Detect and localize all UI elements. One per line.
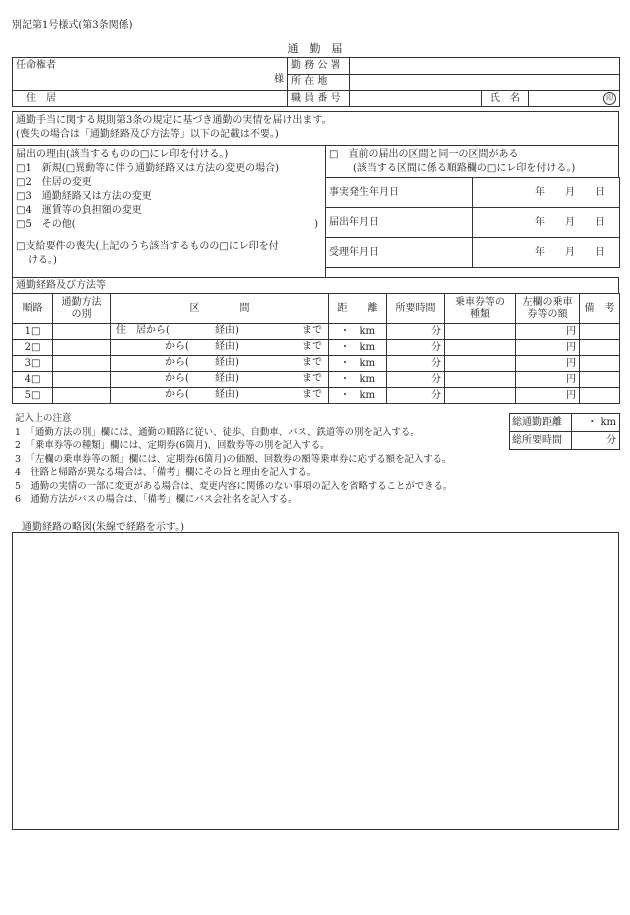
route-remarks[interactable] (580, 356, 620, 372)
col-distance: 距 離 (329, 294, 387, 324)
route-distance[interactable] (329, 372, 387, 388)
map-heading: 通勤経路の略図(朱線で経路を示す。) (22, 522, 185, 533)
route-ticket[interactable] (445, 340, 516, 356)
col-section: 区 間 (111, 294, 329, 324)
route-heading-box (12, 277, 619, 294)
route-until: まで (302, 357, 322, 368)
route-row (13, 340, 620, 356)
sama-label: 様 (274, 74, 284, 85)
route-map-area[interactable] (12, 532, 619, 830)
date-label: 受理年月日 (326, 238, 473, 268)
route-from: から( (165, 357, 189, 368)
form-reference: 別記第1号様式(第3条関係) (12, 20, 133, 31)
note-item: 4 往路と帰路が異なる場合は、「備考」欄にその旨と理由を記入する。 (15, 467, 317, 478)
route-ticket[interactable] (445, 388, 516, 404)
header-table (12, 57, 619, 107)
route-table (12, 293, 619, 404)
reason-loss[interactable]: □支給要件の喪失(上記のうち該当するものの□にレ印を付 (16, 241, 279, 252)
route-distance[interactable] (329, 356, 387, 372)
col-method-1: 通勤方法 (61, 296, 102, 308)
route-until: まで (302, 373, 322, 384)
route-ticket[interactable] (445, 356, 516, 372)
route-method[interactable] (53, 356, 111, 372)
route-via: 経由) (215, 341, 239, 352)
intro-line-1: 通勤手当に関する規則第3条の規定に基づき通勤の実情を届け出ます。 (16, 115, 332, 126)
route-order[interactable]: 4□ (13, 372, 53, 388)
route-row (13, 388, 620, 404)
col-ticket-2: 種類 (470, 308, 490, 320)
route-remarks[interactable] (580, 372, 620, 388)
reason-item-5[interactable] (16, 218, 322, 232)
date-field[interactable]: 年 月 日 (473, 208, 620, 238)
route-from: 住 居から( (116, 325, 170, 336)
prev-section-box[interactable] (325, 145, 619, 178)
route-remarks[interactable] (580, 324, 620, 340)
route-method[interactable] (53, 388, 111, 404)
col-order: 順路 (13, 294, 53, 324)
route-km: km (359, 325, 376, 337)
reason-item-3[interactable]: □3 通勤経路又は方法の変更 (16, 191, 152, 202)
route-row (13, 372, 620, 388)
note-item: 1 「通勤方法の別」欄には、通勤の順路に従い、徒歩、自動車、バス、鉄道等の別を記入する。 (15, 426, 420, 438)
reason-heading: 届出の理由(該当するものの□にレ印を付ける。) (16, 149, 229, 160)
route-via: 経由) (215, 357, 239, 368)
date-label: 事実発生年月日 (326, 178, 473, 208)
route-section[interactable] (111, 356, 329, 372)
intro-line-2: (喪失の場合は「通勤経路及び方法等」以下の記載は不要。) (16, 129, 279, 140)
note-item: 5 通勤の実情の一部に変更がある場合は、変更内容に関係のない事項の記入を省略することができる。 (15, 480, 453, 492)
route-km: km (359, 389, 376, 401)
col-time: 所要時間 (387, 294, 445, 324)
route-remarks[interactable] (580, 340, 620, 356)
total-time-label: 総所要時間 (510, 432, 572, 450)
total-time-field[interactable]: 分 (572, 432, 620, 450)
col-method (53, 294, 111, 324)
office-label: 勤 務 公 署 (288, 58, 350, 75)
reason-box (12, 145, 326, 278)
address-label: 住 居 (26, 92, 56, 104)
col-remarks: 備 考 (580, 294, 620, 324)
total-distance-label: 総通勤距離 (510, 414, 572, 432)
route-dot: ・ (339, 341, 350, 353)
office-field[interactable] (350, 58, 620, 75)
route-dot: ・ (339, 325, 350, 337)
reason-close-paren: ) (314, 219, 318, 230)
route-order[interactable]: 1□ (13, 324, 53, 340)
reason-item-2[interactable]: □2 住居の変更 (16, 177, 92, 188)
col-ticket-1: 乗車券等の (455, 296, 505, 308)
location-label: 所 在 地 (288, 74, 350, 91)
route-via: 経由) (215, 325, 239, 336)
note-item: 3 「左欄の乗車券等の額」欄には、定期券(6箇月)の価額、回数券の額等乗車券に応ずる額を記入する。 (15, 453, 452, 465)
route-amount[interactable]: 円 (516, 372, 580, 388)
date-field[interactable]: 年 月 日 (473, 178, 620, 208)
route-until: まで (302, 341, 322, 352)
address-field[interactable] (13, 91, 288, 107)
route-distance[interactable] (329, 388, 387, 404)
note-item: 2 「乗車券等の種類」欄には、定期券(6箇月)、回数券等の別を記入する。 (15, 440, 330, 451)
route-section[interactable] (111, 324, 329, 340)
route-row (13, 356, 620, 372)
date-field[interactable]: 年 月 日 (473, 238, 620, 268)
seal-icon: 印 (603, 92, 616, 105)
col-amount (516, 294, 580, 324)
route-method[interactable] (53, 372, 111, 388)
route-distance[interactable] (329, 340, 387, 356)
notes-heading: 記入上の注意 (15, 413, 72, 424)
route-order[interactable]: 3□ (13, 356, 53, 372)
page-title: 通 勤 届 (287, 42, 343, 55)
total-distance-field[interactable]: ・ km (572, 414, 620, 432)
route-time[interactable]: 分 (387, 356, 445, 372)
route-dot: ・ (339, 373, 350, 385)
location-field[interactable] (350, 74, 620, 91)
notes-section (15, 412, 452, 507)
prev-line-2: (該当する区間に係る順路欄の□にレ印を付ける。) (353, 163, 576, 174)
route-section[interactable] (111, 340, 329, 356)
route-from: から( (165, 341, 189, 352)
employee-no-label: 職 員 番 号 (288, 91, 350, 107)
col-amount-1: 左欄の乗車 (522, 296, 573, 308)
route-until: まで (302, 325, 322, 336)
reason-item-5-label: □5 その他( (16, 219, 76, 230)
route-km: km (359, 341, 376, 353)
route-order[interactable]: 2□ (13, 340, 53, 356)
route-km: km (359, 373, 376, 385)
date-label: 届出年月日 (326, 208, 473, 238)
route-order[interactable]: 5□ (13, 388, 53, 404)
route-time[interactable]: 分 (387, 372, 445, 388)
route-remarks[interactable] (580, 388, 620, 404)
col-amount-2: 券等の額 (527, 308, 568, 320)
reason-item-1[interactable]: □1 新規(□異動等に伴う通勤経路又は方法の変更の場合) (16, 163, 280, 174)
dates-table (325, 177, 619, 268)
route-amount[interactable]: 円 (516, 324, 580, 340)
route-from: から( (165, 373, 189, 384)
route-time[interactable]: 分 (387, 388, 445, 404)
totals-table (509, 413, 619, 450)
route-section[interactable] (111, 388, 329, 404)
name-field[interactable] (529, 91, 620, 107)
appointer-label: 任命権者 (16, 60, 56, 71)
route-section[interactable] (111, 372, 329, 388)
route-distance[interactable] (329, 324, 387, 340)
reason-loss-cont: ける。) (28, 255, 57, 266)
note-item: 6 通勤方法がバスの場合は、「備考」欄にバス会社名を記入する。 (15, 494, 298, 505)
route-row (13, 324, 620, 340)
col-ticket (445, 294, 516, 324)
employee-no-field[interactable] (350, 91, 482, 107)
name-label: 氏 名 (482, 91, 529, 107)
route-dot: ・ (339, 389, 350, 401)
col-method-2: の別 (71, 308, 92, 320)
route-amount[interactable]: 円 (516, 340, 580, 356)
route-method[interactable] (53, 340, 111, 356)
route-dot: ・ (339, 357, 350, 369)
route-method[interactable] (53, 324, 111, 340)
prev-line-1: □ 直前の届出の区間と同一の区間がある (329, 149, 519, 160)
route-until: まで (302, 389, 322, 400)
route-from: から( (165, 389, 189, 400)
route-ticket[interactable] (445, 324, 516, 340)
route-ticket[interactable] (445, 372, 516, 388)
route-time[interactable]: 分 (387, 340, 445, 356)
route-time[interactable]: 分 (387, 324, 445, 340)
route-via: 経由) (215, 373, 239, 384)
route-km: km (359, 357, 376, 369)
intro-box (12, 111, 619, 146)
reason-item-4[interactable]: □4 運賃等の負担額の変更 (16, 205, 142, 216)
route-heading: 通勤経路及び方法等 (16, 280, 106, 291)
route-via: 経由) (215, 389, 239, 400)
route-amount[interactable]: 円 (516, 356, 580, 372)
route-amount[interactable]: 円 (516, 388, 580, 404)
